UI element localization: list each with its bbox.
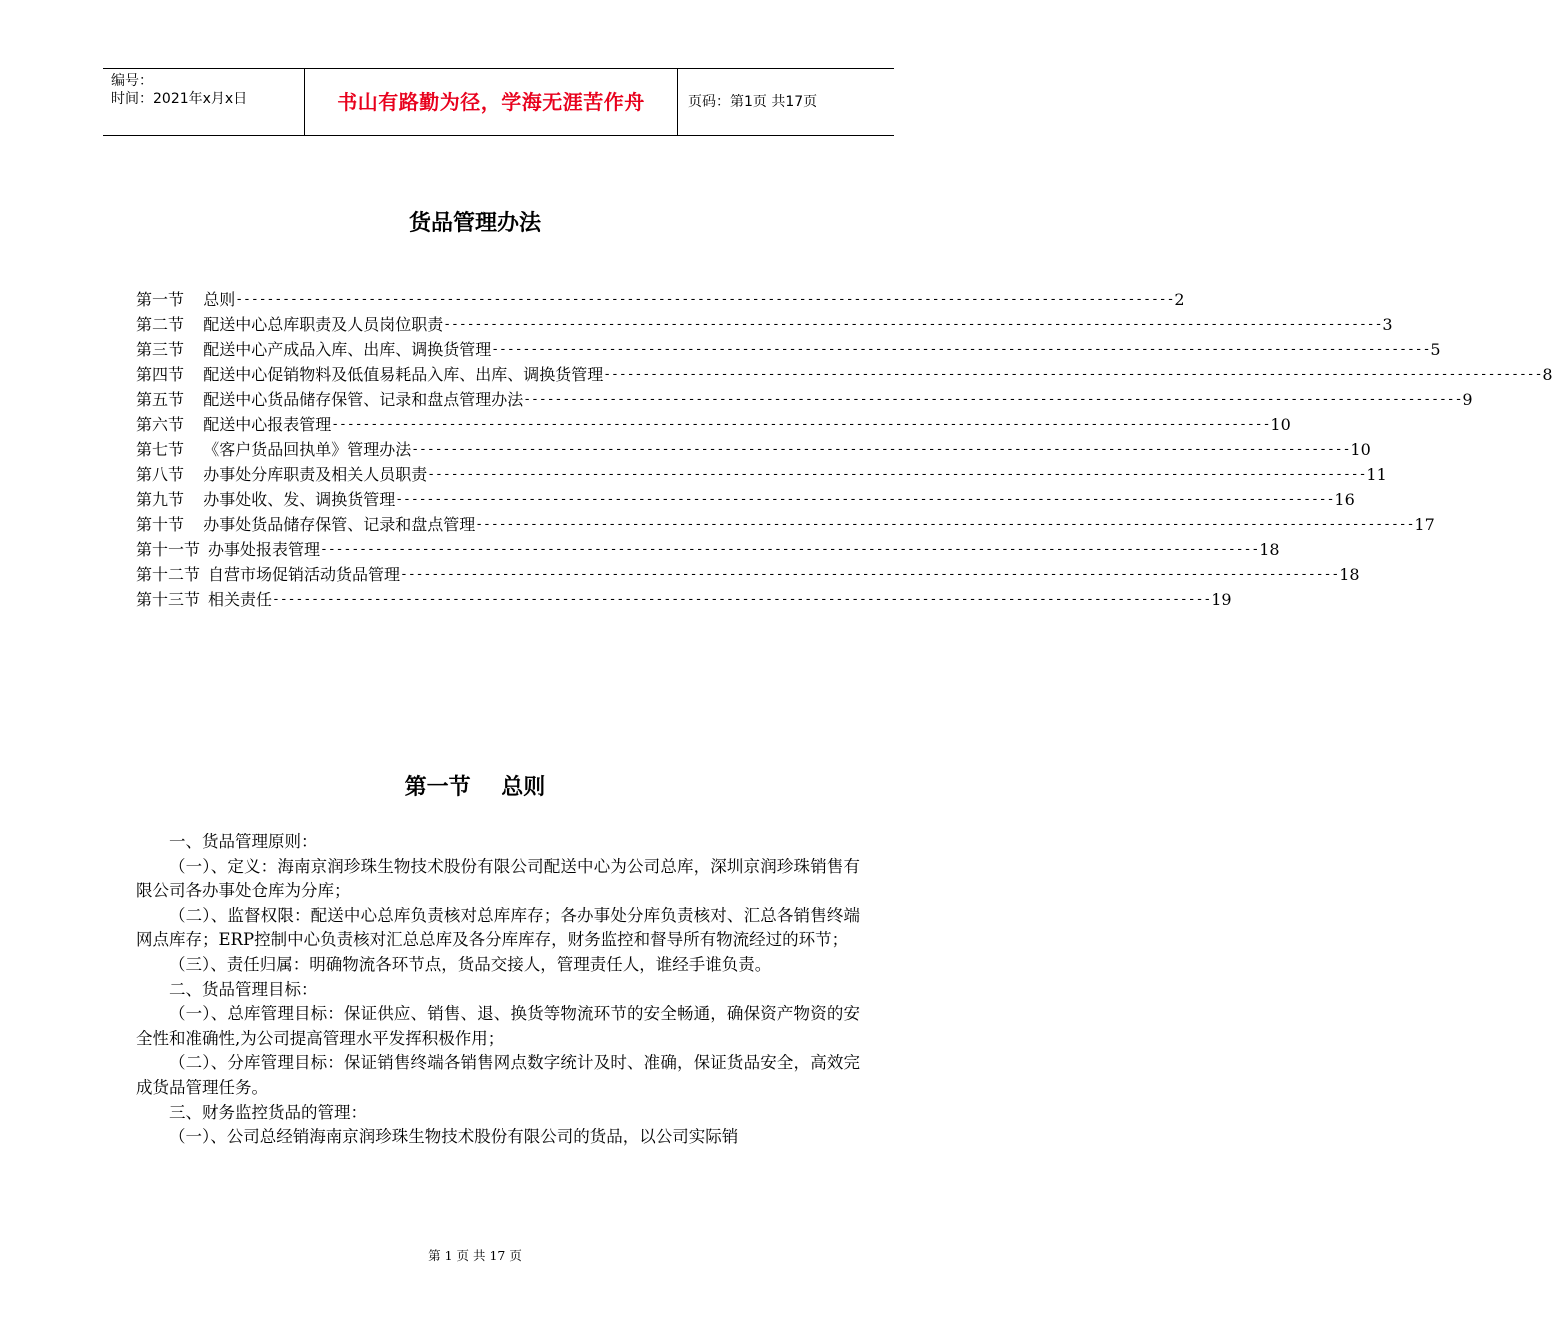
body-paragraph: （二）、监督权限：配送中心总库负责核对总库库存；各办事处分库负责核对、汇总各销售终端网点库存；ERP控制中心负责核对汇总总库及各分库库存，财务监控和督导所有物流经过的环节； bbox=[136, 905, 860, 950]
page-footer: 第 1 页 共 17 页 bbox=[428, 1248, 522, 1263]
toc-entry-page: 5 bbox=[1430, 340, 1441, 359]
body-paragraph: （二）、分库管理目标：保证销售终端各销售网点数字统计及时、准确，保证货品安全，高效完成货品管理任务。 bbox=[136, 1053, 860, 1097]
toc-entry-page: 16 bbox=[1334, 490, 1355, 509]
toc-entry-label: 配送中心货品储存保管、记录和盘点管理办法 bbox=[203, 390, 524, 409]
toc-leader: ------------------------------------------------------------------------------------------------------------------------ bbox=[395, 492, 1335, 507]
toc-entry-page: 19 bbox=[1211, 590, 1232, 609]
toc-entry-label: 相关责任 bbox=[208, 590, 273, 609]
body-paragraph: 三、财务监控货品的管理： bbox=[169, 1102, 367, 1122]
section-body bbox=[136, 830, 860, 1150]
body-paragraph: 一、货品管理原则： bbox=[169, 832, 318, 851]
header-motto: 书山有路勤为径，学海无涯苦作舟 bbox=[305, 69, 678, 135]
toc-entry-page: 3 bbox=[1382, 315, 1393, 334]
toc-entry-label: 自营市场促销活动货品管理 bbox=[208, 565, 401, 584]
toc-entry-number: 第三节 bbox=[136, 340, 185, 359]
header-meta-cell bbox=[103, 69, 305, 135]
section-title: 第一节 总则 bbox=[404, 774, 546, 800]
toc-entry[interactable] bbox=[136, 337, 1441, 362]
document-title: 货品管理办法 bbox=[408, 210, 541, 236]
toc-entry[interactable] bbox=[136, 462, 1387, 487]
toc-entry-number: 第十一节 bbox=[136, 540, 201, 559]
toc-entry[interactable] bbox=[136, 512, 1435, 537]
toc-entry[interactable] bbox=[136, 562, 1360, 587]
header-page-code: 页码：第1页 共17页 bbox=[688, 94, 818, 110]
body-paragraph: （一）、总库管理目标：保证供应、销售、退、换货等物流环节的安全畅通，确保资产物资的安全性和准确性,为公司提高管理水平发挥积极作用； bbox=[136, 1004, 860, 1048]
toc-leader: ------------------------------------------------------------------------------------------------------------------------ bbox=[320, 542, 1260, 557]
toc-entry-label: 总则 bbox=[203, 290, 236, 309]
toc-leader: ------------------------------------------------------------------------------------------------------------------------ bbox=[272, 592, 1212, 607]
toc-entry-label: 配送中心报表管理 bbox=[203, 415, 332, 434]
toc-entry-label: 办事处货品储存保管、记录和盘点管理 bbox=[203, 515, 476, 534]
toc-entry[interactable] bbox=[136, 362, 1553, 387]
toc-entry-number: 第五节 bbox=[136, 390, 185, 409]
time-label: 时间：2021年x月x日 bbox=[111, 91, 248, 107]
toc-entry[interactable] bbox=[136, 537, 1280, 562]
body-paragraph: （一）、公司总经销海南京润珍珠生物技术股份有限公司的货品，以公司实际销 bbox=[169, 1127, 739, 1147]
toc-entry[interactable] bbox=[136, 487, 1355, 512]
body-paragraph: （一）、定义：海南京润珍珠生物技术股份有限公司配送中心为公司总库，深圳京润珍珠销售有限公司各办事处仓库为分库； bbox=[136, 856, 860, 901]
toc-entry-number: 第八节 bbox=[136, 465, 185, 484]
toc-entry-label: 办事处收、发、调换货管理 bbox=[203, 490, 396, 509]
code-label: 编号： bbox=[111, 73, 153, 89]
toc-leader: ------------------------------------------------------------------------------------------------------------------------ bbox=[491, 342, 1431, 357]
toc-leader: ------------------------------------------------------------------------------------------------------------------------ bbox=[235, 292, 1175, 307]
toc-entry[interactable] bbox=[136, 587, 1232, 612]
toc-entry-number: 第二节 bbox=[136, 315, 185, 334]
toc-entry-number: 第一节 bbox=[136, 290, 185, 309]
toc-entry-number: 第九节 bbox=[136, 490, 185, 509]
toc-leader: ------------------------------------------------------------------------------------------------------------------------ bbox=[603, 367, 1543, 382]
toc-entry-number: 第六节 bbox=[136, 415, 185, 434]
toc-entry[interactable] bbox=[136, 412, 1291, 437]
toc-leader: ------------------------------------------------------------------------------------------------------------------------ bbox=[331, 417, 1271, 432]
toc-entry-page: 18 bbox=[1259, 540, 1280, 559]
toc-entry-page: 9 bbox=[1462, 390, 1473, 409]
toc-entry-number: 第四节 bbox=[136, 365, 185, 384]
toc-entry-number: 第七节 bbox=[136, 440, 185, 459]
toc-leader: ------------------------------------------------------------------------------------------------------------------------ bbox=[523, 392, 1463, 407]
body-paragraph: （三）、责任归属：明确物流各环节点，货品交接人，管理责任人，谁经手谁负责。 bbox=[169, 954, 772, 974]
toc-entry[interactable] bbox=[136, 312, 1393, 337]
toc-entry-number: 第十三节 bbox=[136, 590, 201, 609]
toc-entry-page: 8 bbox=[1542, 365, 1553, 384]
toc-leader: ------------------------------------------------------------------------------------------------------------------------ bbox=[443, 317, 1383, 332]
toc-entry-page: 10 bbox=[1270, 415, 1291, 434]
toc-leader: ------------------------------------------------------------------------------------------------------------------------ bbox=[400, 567, 1340, 582]
toc-leader: ------------------------------------------------------------------------------------------------------------------------ bbox=[475, 517, 1415, 532]
body-paragraph: 二、货品管理目标： bbox=[169, 979, 318, 999]
toc-entry-label: 《客户货品回执单》管理办法 bbox=[203, 440, 412, 459]
toc-entry[interactable] bbox=[136, 287, 1185, 312]
toc-entry-page: 11 bbox=[1366, 465, 1387, 484]
toc-leader: ------------------------------------------------------------------------------------------------------------------------ bbox=[427, 467, 1367, 482]
toc-entry-label: 办事处分库职责及相关人员职责 bbox=[203, 465, 428, 484]
toc-entry-page: 17 bbox=[1414, 515, 1435, 534]
table-of-contents bbox=[136, 287, 1553, 612]
toc-entry-page: 2 bbox=[1174, 290, 1185, 309]
toc-entry[interactable] bbox=[136, 437, 1371, 462]
toc-entry-number: 第十二节 bbox=[136, 565, 201, 584]
toc-leader: ------------------------------------------------------------------------------------------------------------------------ bbox=[411, 442, 1351, 457]
toc-entry-label: 配送中心产成品入库、出库、调换货管理 bbox=[203, 340, 492, 359]
toc-entry-page: 10 bbox=[1350, 440, 1371, 459]
toc-entry-page: 18 bbox=[1339, 565, 1360, 584]
toc-entry-label: 配送中心促销物料及低值易耗品入库、出库、调换货管理 bbox=[203, 365, 604, 384]
toc-entry-label: 配送中心总库职责及人员岗位职责 bbox=[203, 315, 444, 334]
toc-entry[interactable] bbox=[136, 387, 1473, 412]
toc-entry-number: 第十节 bbox=[136, 515, 185, 534]
page-header bbox=[103, 68, 894, 136]
toc-entry-label: 办事处报表管理 bbox=[208, 540, 321, 559]
